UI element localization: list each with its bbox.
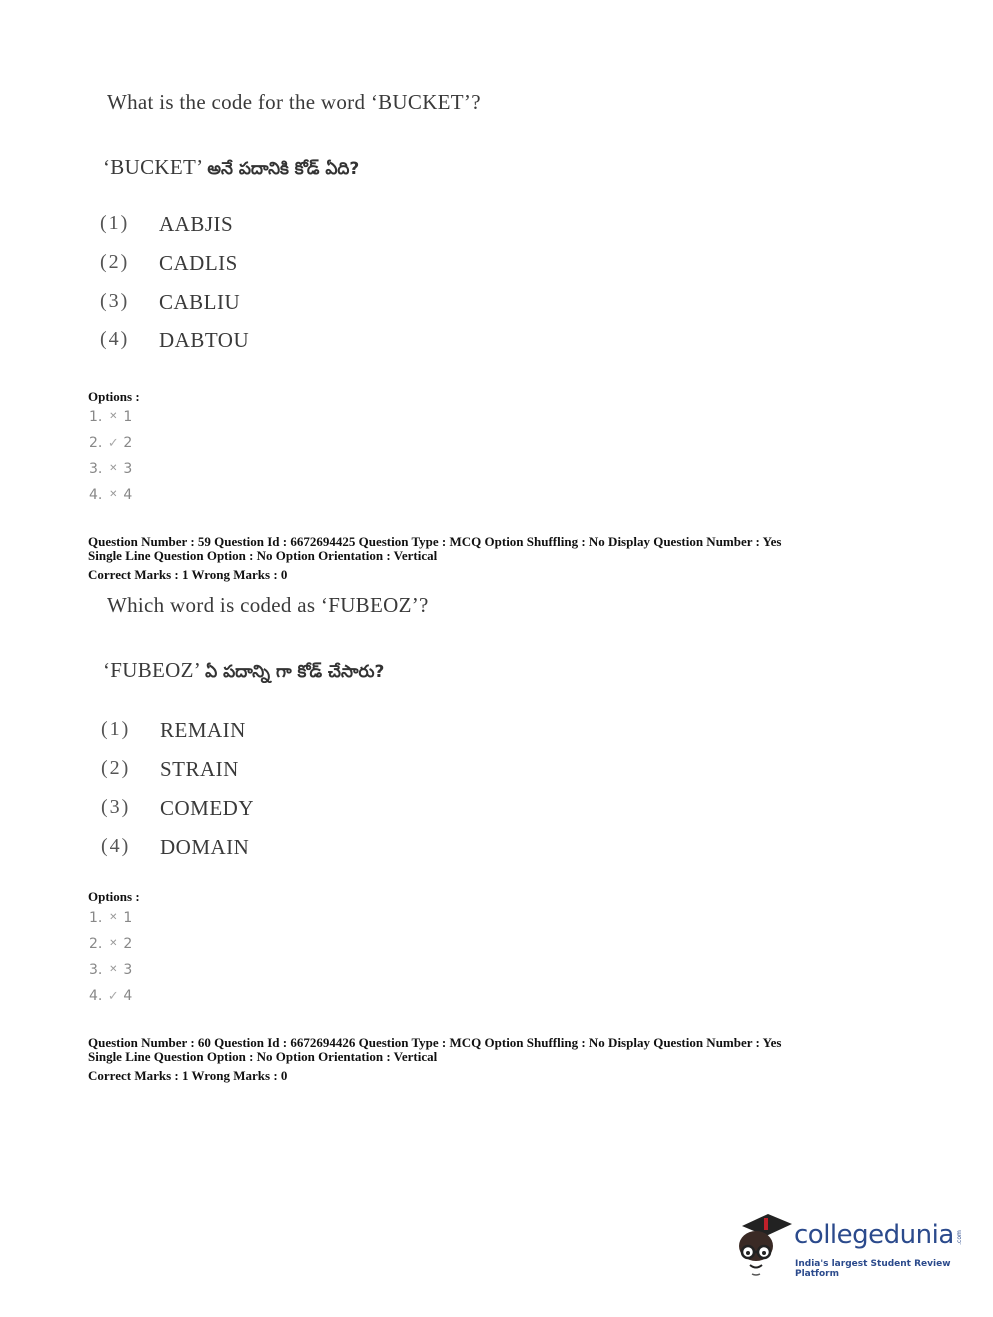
choice-item: [101, 757, 130, 780]
choice-text: DOMAIN: [160, 835, 250, 859]
answer-value: 2: [123, 435, 133, 451]
cross-icon: ✕: [109, 938, 118, 949]
meta-line: Single Line Question Option : No Option Orientation : Vertical: [88, 548, 438, 563]
choice-number: (3): [101, 796, 131, 818]
cross-icon: ✕: [109, 912, 118, 923]
meta-line: Question Number : 60 Question Id : 6672694426 Question Type : MCQ Option Shuffling : No Display Question Number : Yes: [88, 1035, 782, 1050]
answer-index: 2.: [89, 435, 103, 451]
question-text-te: [103, 155, 359, 183]
answer-index: 4.: [89, 487, 103, 503]
logo-wordmark: collegedunia: [794, 1220, 954, 1250]
answer-row: [89, 487, 132, 503]
choice-number: (3): [100, 290, 130, 312]
answer-row: [89, 461, 132, 477]
cross-icon: ✕: [109, 964, 118, 975]
answer-value: 1: [123, 910, 133, 926]
cross-icon: ✕: [109, 411, 118, 422]
answer-index: 3.: [89, 962, 103, 978]
choice-item: [100, 251, 129, 274]
meta-line: Single Line Question Option : No Option Orientation : Vertical: [88, 1049, 438, 1064]
answer-row: [89, 962, 132, 978]
choice-text: STRAIN: [160, 757, 239, 781]
answer-index: 1.: [89, 910, 103, 926]
choice-text: CABLIU: [159, 290, 241, 314]
collegedunia-logo: [734, 1210, 964, 1280]
choice-item: [101, 796, 130, 819]
choice-number: (4): [101, 835, 131, 857]
answer-value: 4: [123, 487, 133, 503]
answer-row: [89, 910, 132, 926]
answer-value: 1: [123, 409, 133, 425]
options-label: Options :: [88, 889, 140, 904]
choice-number: (4): [100, 328, 130, 350]
question-text-en: What is the code for the word ‘BUCKET’?: [107, 90, 481, 114]
choice-text: CADLIS: [159, 251, 238, 275]
options-label: Options :: [88, 389, 140, 404]
answer-row: [89, 409, 132, 425]
choice-item: [100, 328, 129, 351]
question-te-word: ‘FUBEOZ’: [103, 658, 202, 682]
meta-line: Question Number : 59 Question Id : 6672694425 Question Type : MCQ Option Shuffling : No Display Question Number : Yes: [88, 534, 782, 549]
choice-item: [100, 290, 129, 313]
choice-text: COMEDY: [160, 796, 255, 820]
question-te-word: ‘BUCKET’: [103, 155, 204, 179]
answer-value: 3: [123, 461, 133, 477]
check-icon: ✓: [107, 989, 119, 1004]
meta-line: Correct Marks : 1 Wrong Marks : 0: [88, 1068, 288, 1083]
answer-value: 4: [123, 988, 133, 1004]
logo-tagline: India's largest Student Review Platform: [795, 1259, 951, 1279]
question-te-phrase: అనే పదానికి కోడ్ ఏది?: [207, 159, 360, 179]
choice-item: [100, 212, 129, 235]
mascot-icon: [734, 1210, 794, 1280]
answer-index: 2.: [89, 936, 103, 952]
answer-index: 3.: [89, 461, 103, 477]
meta-line: Correct Marks : 1 Wrong Marks : 0: [88, 567, 288, 582]
question-meta: [88, 535, 781, 582]
answer-row-correct: [89, 435, 132, 451]
choice-number: (1): [101, 718, 131, 740]
choice-item: [101, 835, 130, 858]
choice-number: (2): [101, 757, 131, 779]
question-text-en: Which word is coded as ‘FUBEOZ’?: [107, 593, 429, 617]
cross-icon: ✕: [109, 463, 118, 474]
answer-value: 3: [123, 962, 133, 978]
answer-row: [89, 936, 132, 952]
choice-item: [101, 718, 130, 741]
choice-number: (2): [100, 251, 130, 273]
answer-index: 1.: [89, 409, 103, 425]
question-meta: [88, 1036, 781, 1083]
choice-text: AABJIS: [159, 212, 234, 236]
answer-value: 2: [123, 936, 133, 952]
answer-row-correct: [89, 988, 132, 1004]
logo-suffix: .com: [955, 1230, 963, 1245]
answer-index: 4.: [89, 988, 103, 1004]
cross-icon: ✕: [109, 489, 118, 500]
question-text-te: [103, 658, 384, 686]
choice-number: (1): [100, 212, 130, 234]
choice-text: REMAIN: [160, 718, 246, 742]
choice-text: DABTOU: [159, 328, 250, 352]
question-te-phrase: ఏ పదాన్ని గా కోడ్ చేసారు?: [205, 662, 385, 682]
check-icon: ✓: [107, 436, 119, 451]
